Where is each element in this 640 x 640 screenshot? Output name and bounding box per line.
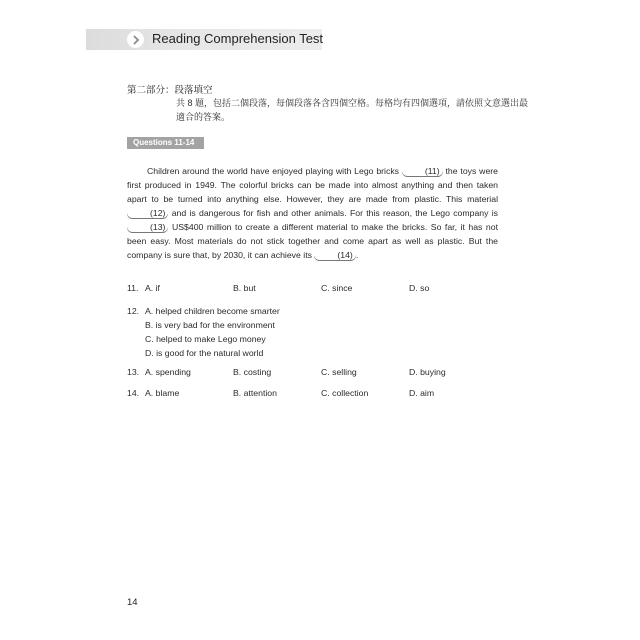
passage-text: US$400 million to create a different material to make the bricks. So far, it has not been easy. Most materials do not stick together and come apart as well as plastic. But the company is sure that, by 2030, it can achieve its: [127, 222, 498, 260]
question-number: 13.: [127, 367, 140, 377]
blank-12: (12): [127, 208, 168, 219]
chevron-right-icon: [127, 31, 144, 48]
option-c[interactable]: C. helped to make Lego money: [145, 334, 266, 344]
option-a[interactable]: A. spending: [145, 367, 191, 377]
page-number: 14: [127, 597, 138, 608]
option-b[interactable]: B. costing: [233, 367, 272, 377]
questions-label: Questions 11-14: [127, 137, 204, 149]
passage-paragraph: [127, 164, 498, 262]
section-title: 第二部分：段落填空: [127, 85, 213, 96]
option-d[interactable]: D. buying: [409, 367, 446, 377]
option-b[interactable]: B. attention: [233, 388, 277, 398]
option-d[interactable]: D. so: [409, 283, 430, 293]
blank-13: (13): [127, 222, 168, 233]
header-title: Reading Comprehension Test: [152, 31, 324, 46]
option-c[interactable]: C. selling: [321, 367, 357, 377]
question-number: 14.: [127, 388, 140, 398]
option-d[interactable]: D. aim: [409, 388, 435, 398]
section-instruction: 共 8 題，包括二個段落，每個段落各含四個空格。每格均有四個選項，請依照文意選出最適合的答案。: [176, 98, 529, 122]
header-bar: [86, 29, 322, 50]
option-d[interactable]: D. is good for the natural world: [145, 348, 264, 358]
passage-text: .: [355, 250, 359, 260]
option-c[interactable]: C. collection: [321, 388, 369, 398]
passage-text: and is dangerous for fish and other animals. For this reason, the Lego company is: [168, 208, 498, 218]
blank-14: (14): [314, 250, 355, 261]
passage: [127, 164, 498, 262]
passage-text: the toys were first produced in 1949. The colorful bricks can be made into almost anything and then taken apart to be turned into anything else. However, they are made from plastic. This material: [127, 166, 498, 204]
question-number: 12.: [127, 306, 140, 316]
passage-text: Children around the world have enjoyed playing with Lego bricks: [147, 166, 402, 176]
option-a[interactable]: A. helped children become smarter: [145, 306, 280, 316]
option-c[interactable]: C. since: [321, 283, 353, 293]
option-b[interactable]: B. but: [233, 283, 256, 293]
option-a[interactable]: A. if: [145, 283, 160, 293]
option-b[interactable]: B. is very bad for the environment: [145, 320, 275, 330]
blank-11: (11): [402, 166, 443, 177]
option-a[interactable]: A. blame: [145, 388, 180, 398]
question-number: 11.: [127, 283, 139, 293]
